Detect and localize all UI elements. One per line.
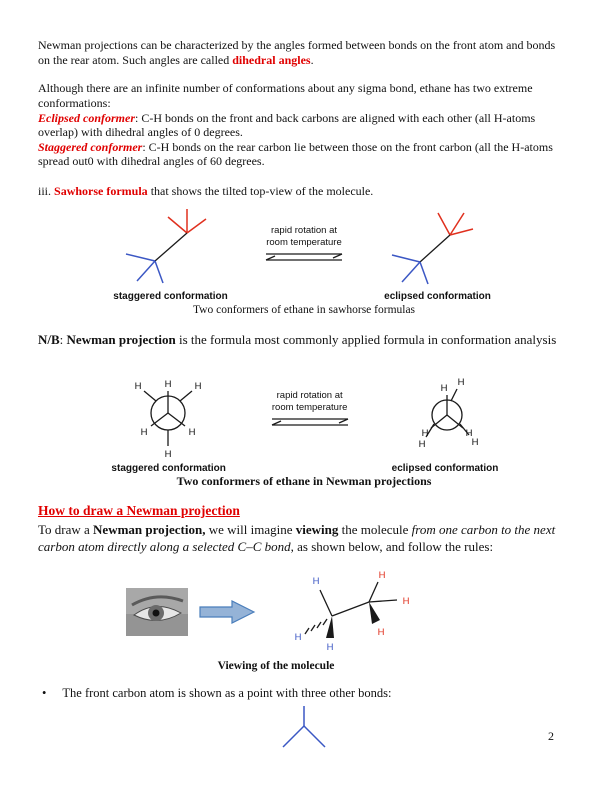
nb-note — [38, 332, 570, 349]
h-atom-label: H — [164, 379, 172, 391]
rear-carbon-bonds — [168, 209, 206, 233]
sawhorse-staggered-column — [113, 205, 228, 302]
intro-text-1: Newman projections can be characterized by the angles formed between bonds on the front atom and bonds on the rear atom. Such angles are called — [38, 38, 556, 67]
rear-carbon-bonds — [438, 213, 473, 235]
h-atom-label: H — [134, 381, 142, 393]
howto-italic: from one carbon to the next carbon atom directly along a selected C–C bond — [38, 522, 556, 554]
front-carbon-drawing — [272, 704, 336, 756]
conformations-paragraph — [38, 81, 570, 169]
equilibrium-block — [268, 390, 352, 430]
viewing-figure — [10, 568, 542, 656]
newman-eclipsed-column — [392, 361, 499, 474]
newman-staggered-column — [110, 361, 228, 474]
eclipsed-conformer-term: Eclipsed conformer — [38, 110, 135, 125]
h-atom-label: H — [471, 437, 479, 449]
h-atom-label: H — [378, 570, 386, 582]
bullet-icon: • — [42, 686, 47, 701]
h-atom-label: H — [194, 381, 202, 393]
bonds — [144, 391, 192, 446]
dihedral-angles-term: dihedral angles — [232, 52, 311, 67]
staggered-conformer-text: : C-H bonds on the rear carbon lie between those on the front carbon (all the H-atoms spread out0 with dihedral angles of 60 degrees. — [38, 139, 553, 169]
h-atom-label: H — [402, 596, 410, 608]
h-atom-label: H — [188, 427, 196, 439]
cc-bond — [420, 235, 450, 262]
staggered-conformer-line — [38, 140, 570, 169]
newman-staggered-drawing — [110, 361, 228, 461]
eclipsed-label: eclipsed conformation — [384, 290, 491, 302]
howto-bold-1: Newman projection, — [93, 522, 206, 538]
sawhorse-caption: Two conformers of ethane in sawhorse formulas — [192, 303, 416, 316]
h-atom-label: H — [421, 428, 429, 440]
h-atom-label: H — [440, 383, 448, 395]
eclipsed-conformer-text: : C-H bonds on the front and back carbons are aligned with each other (all H-atoms overlap) with dihedral angles of 0 degrees. — [38, 110, 536, 140]
rotation-caption — [272, 390, 348, 414]
rotation-line-1: rapid rotation at — [270, 225, 337, 237]
pupil — [153, 610, 160, 617]
sawhorse-formula-term: Sawhorse formula — [54, 184, 148, 198]
rotation-line-2: room temperature — [266, 237, 342, 249]
front-carbon-rule-text: The front carbon atom is shown as a point with three other bonds: — [62, 686, 392, 701]
sawhorse-intro-line — [38, 184, 570, 199]
newman-caption: Two conformers of ethane in Newman projections — [176, 474, 432, 489]
h-atom-label: H — [326, 642, 334, 654]
wedge-bond — [369, 602, 380, 624]
sawhorse-figure — [38, 205, 570, 302]
newman-figure — [38, 361, 570, 474]
sawhorse-eclipsed-drawing — [380, 205, 495, 289]
staggered-conformer-term: Staggered conformer — [38, 139, 143, 154]
h-atom-label: H — [418, 439, 426, 451]
viewing-caption: Viewing of the molecule — [217, 660, 335, 673]
h-atom-label: H — [465, 428, 473, 440]
rotation-line-1: rapid rotation at — [276, 389, 343, 401]
howto-text-3: the molecule — [338, 522, 412, 538]
front-carbon-figure — [38, 704, 570, 756]
rotation-caption — [266, 225, 342, 249]
sawhorse-staggered-drawing — [113, 205, 228, 289]
nb-sep: : — [59, 331, 67, 347]
newman-eclipsed-drawing — [395, 361, 495, 461]
staggered-label: staggered conformation — [111, 463, 226, 475]
h-atom-label: H — [312, 576, 320, 588]
eclipsed-label: eclipsed conformation — [391, 463, 499, 475]
nb-term: N/B — [38, 331, 60, 347]
cc-bond — [155, 233, 187, 261]
h-atom-labels — [419, 377, 479, 450]
rotation-line-2: room temperature — [271, 401, 348, 413]
view-direction-arrow-icon — [198, 599, 256, 625]
h-atom-label: H — [164, 449, 172, 461]
ethane-molecule-drawing — [266, 568, 426, 656]
cc-bond — [332, 602, 369, 616]
staggered-label: staggered conformation — [113, 290, 228, 302]
intro-text-2: . — [310, 52, 314, 67]
front-carbon-rule — [38, 686, 570, 702]
conformations-lead: Although there are an infinite number of conformations about any sigma bond, ethane has two extreme conformations: — [38, 81, 533, 110]
equilibrium-arrows-icon — [268, 414, 352, 430]
nb-rest: is the formula most commonly applied formula in conformation analysis — [175, 331, 557, 347]
newman-projection-term: Newman projection — [66, 331, 176, 347]
howto-bold-2: viewing — [295, 522, 339, 538]
page-number: 2 — [548, 729, 554, 743]
eye-photo — [126, 588, 188, 636]
h-atom-labels — [295, 570, 410, 653]
howto-heading: How to draw a Newman projection — [38, 503, 240, 519]
equilibrium-arrows-icon — [262, 249, 346, 265]
sawhorse-eclipsed-column — [380, 205, 495, 302]
howto-text-4: , as shown below, and follow the rules: — [290, 538, 494, 554]
sawhorse-prefix: iii. — [38, 184, 55, 198]
hashed-bond — [305, 619, 327, 634]
h-atom-label: H — [140, 427, 148, 439]
h-atom-label: H — [294, 632, 302, 644]
h-atom-label: H — [457, 377, 465, 389]
howto-text-2: we will imagine — [205, 522, 296, 538]
sawhorse-rest: that shows the tilted top-view of the molecule. — [147, 184, 374, 198]
h-atom-label: H — [377, 627, 385, 639]
equilibrium-block — [262, 225, 346, 265]
howto-text-1: To draw a — [38, 522, 94, 538]
eclipsed-conformer-line — [38, 111, 570, 140]
intro-paragraph — [38, 38, 570, 67]
howto-paragraph — [38, 522, 570, 555]
